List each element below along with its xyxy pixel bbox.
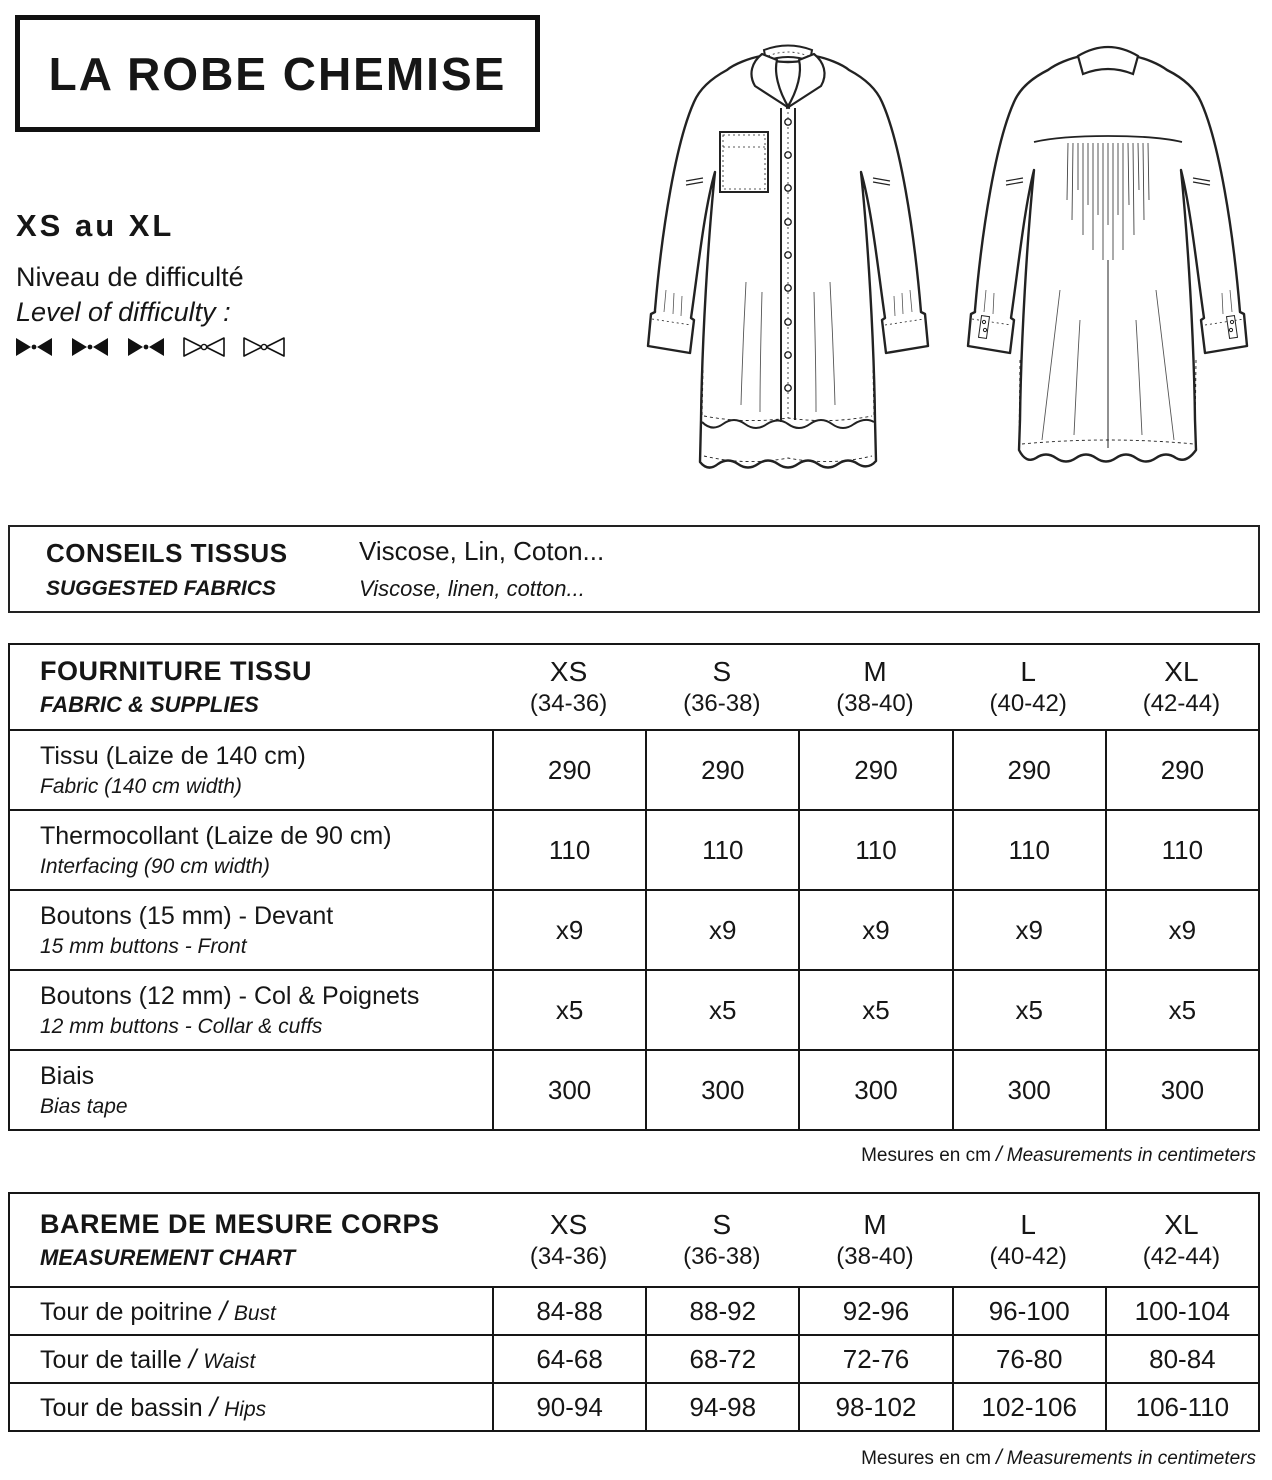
row-label-fr: Biais (40, 1061, 95, 1090)
row-label (10, 1334, 492, 1382)
bowtie-outline-icon (242, 334, 286, 360)
units-note (861, 1446, 1256, 1470)
pattern-title-box (15, 15, 540, 132)
cell-value: 110 (798, 809, 951, 889)
page-title: LA ROBE CHEMISE (48, 47, 507, 100)
cell-value: 290 (952, 729, 1105, 809)
bowtie-filled-icon (70, 335, 110, 359)
size-column-header (798, 645, 951, 729)
units-note-en: Measurements in centimeters (1006, 1145, 1256, 1166)
cell-value: 110 (645, 809, 798, 889)
cell-value: x5 (645, 969, 798, 1049)
cell-value: 100-104 (1105, 1286, 1258, 1334)
size-name: S (712, 656, 732, 687)
row-label (10, 1049, 492, 1129)
cell-value: 300 (1105, 1049, 1258, 1129)
size-range-label: (40-42) (989, 690, 1067, 717)
row-label-en: 12 mm buttons - Collar & cuffs (40, 1014, 323, 1038)
units-note-separator: / (995, 1143, 1002, 1166)
size-name: XL (1164, 1209, 1199, 1240)
table-title (10, 1194, 492, 1286)
row-label (10, 1382, 492, 1430)
size-column-header (492, 645, 645, 729)
fabrics-labels (46, 538, 351, 601)
label-separator: / (219, 1295, 227, 1326)
dress-illustration (628, 20, 1268, 498)
row-label-en: Waist (203, 1349, 256, 1373)
dress-back-drawing (968, 47, 1247, 462)
size-range-label: (40-42) (989, 1243, 1067, 1270)
label-separator: / (188, 1343, 197, 1374)
size-column-header (1105, 1194, 1258, 1286)
cell-value: 80-84 (1105, 1334, 1258, 1382)
units-note-fr: Mesures en cm (861, 1145, 991, 1166)
size-range-label: (38-40) (836, 1243, 914, 1270)
row-label-text (40, 1392, 492, 1423)
row-label (10, 889, 492, 969)
size-name: L (1020, 656, 1036, 687)
size-range: XS au XL (16, 208, 175, 243)
fabrics-values (359, 536, 604, 602)
row-label-en: Hips (224, 1397, 267, 1421)
row-label-en: Bias tape (40, 1094, 128, 1118)
bowtie-filled-icon (14, 335, 54, 359)
size-name: M (863, 1209, 887, 1240)
size-name: M (863, 656, 887, 687)
cell-value: 290 (645, 729, 798, 809)
size-range-label: (42-44) (1142, 1243, 1221, 1270)
cell-value: 102-106 (952, 1382, 1105, 1430)
cell-value: 300 (492, 1049, 645, 1129)
size-name: XS (549, 1209, 588, 1240)
cell-value: 90-94 (492, 1382, 645, 1430)
fabrics-value-en: Viscose, linen, cotton... (359, 576, 585, 601)
cell-value: x5 (1105, 969, 1258, 1049)
row-label-fr: Tissu (Laize de 140 cm) (40, 741, 306, 770)
table-title-en: MEASUREMENT CHART (40, 1245, 296, 1270)
cell-value: 88-92 (645, 1286, 798, 1334)
table-title-en: FABRIC & SUPPLIES (40, 692, 259, 717)
dress-front-drawing (648, 46, 928, 468)
cell-value: 110 (952, 809, 1105, 889)
row-label-fr: Boutons (15 mm) - Devant (40, 901, 334, 930)
units-note-fr: Mesures en cm (861, 1448, 991, 1469)
row-label (10, 1286, 492, 1334)
size-column-header (645, 645, 798, 729)
cell-value: 290 (1105, 729, 1258, 809)
row-label-fr: Tour de poitrine (40, 1297, 213, 1326)
table-title-fr: BAREME DE MESURE CORPS (40, 1209, 440, 1239)
size-name: XS (549, 656, 588, 687)
size-column-header (492, 1194, 645, 1286)
measurement-table (8, 1192, 1260, 1432)
cell-value: x9 (952, 889, 1105, 969)
units-note-separator: / (995, 1446, 1002, 1469)
row-label-fr: Tour de taille (40, 1345, 182, 1374)
size-name: L (1020, 1209, 1036, 1240)
cell-value: 290 (492, 729, 645, 809)
cell-value: x9 (1105, 889, 1258, 969)
suggested-fabrics-box (8, 525, 1260, 613)
size-range-label: (34-36) (529, 690, 608, 717)
size-column-header (952, 1194, 1105, 1286)
cell-value: 94-98 (645, 1382, 798, 1430)
label-separator: / (209, 1391, 218, 1422)
cell-value: 98-102 (798, 1382, 951, 1430)
row-label-en: Bust (233, 1301, 276, 1325)
cell-value: 68-72 (645, 1334, 798, 1382)
row-label-fr: Boutons (12 mm) - Col & Poignets (40, 981, 420, 1010)
cell-value: x9 (645, 889, 798, 969)
difficulty-label-en: Level of difficulty : (16, 297, 231, 327)
row-label (10, 729, 492, 809)
table-title (10, 645, 492, 729)
cell-value: 110 (1105, 809, 1258, 889)
cell-value: 300 (798, 1049, 951, 1129)
cell-value: x5 (492, 969, 645, 1049)
size-column-header (952, 645, 1105, 729)
cell-value: 72-76 (798, 1334, 951, 1382)
difficulty-label-fr: Niveau de difficulté (16, 262, 244, 292)
size-range-label: (38-40) (836, 690, 914, 717)
cell-value: 110 (492, 809, 645, 889)
difficulty-rating (14, 334, 286, 360)
size-column-header (1105, 645, 1258, 729)
cell-value: 84-88 (492, 1286, 645, 1334)
cell-value: 106-110 (1105, 1382, 1258, 1430)
size-range-label: (34-36) (529, 1243, 608, 1270)
size-column-header (645, 1194, 798, 1286)
row-label-en: Fabric (140 cm width) (40, 774, 242, 798)
cell-value: x5 (798, 969, 951, 1049)
row-label-en: 15 mm buttons - Front (40, 934, 247, 958)
size-range-label: (42-44) (1142, 690, 1221, 717)
cell-value: 64-68 (492, 1334, 645, 1382)
size-range-label: (36-38) (683, 690, 761, 717)
cell-value: 96-100 (952, 1286, 1105, 1334)
cell-value: x9 (798, 889, 951, 969)
units-note-en: Measurements in centimeters (1006, 1448, 1256, 1469)
size-column-header (798, 1194, 951, 1286)
bowtie-outline-icon (182, 334, 226, 360)
supplies-table (8, 643, 1260, 1131)
units-note (861, 1143, 1256, 1167)
cell-value: x9 (492, 889, 645, 969)
row-label-text (40, 1344, 492, 1375)
fabrics-label-fr: CONSEILS TISSUS (46, 537, 288, 568)
cell-value: 290 (798, 729, 951, 809)
cell-value: 92-96 (798, 1286, 951, 1334)
fabrics-value-fr: Viscose, Lin, Coton... (359, 536, 605, 566)
size-name: XL (1164, 656, 1199, 687)
size-name: S (712, 1209, 732, 1240)
row-label-fr: Tour de bassin (40, 1393, 203, 1422)
table-title-fr: FOURNITURE TISSU (40, 656, 313, 686)
cell-value: 300 (952, 1049, 1105, 1129)
row-label-fr: Thermocollant (Laize de 90 cm) (40, 821, 392, 850)
cell-value: 76-80 (952, 1334, 1105, 1382)
row-label (10, 809, 492, 889)
bowtie-filled-icon (126, 335, 166, 359)
row-label-text (40, 1296, 492, 1327)
fabrics-label-en: SUGGESTED FABRICS (46, 576, 276, 600)
row-label-en: Interfacing (90 cm width) (40, 854, 270, 878)
cell-value: 300 (645, 1049, 798, 1129)
size-range-label: (36-38) (683, 1243, 761, 1270)
cell-value: x5 (952, 969, 1105, 1049)
row-label (10, 969, 492, 1049)
